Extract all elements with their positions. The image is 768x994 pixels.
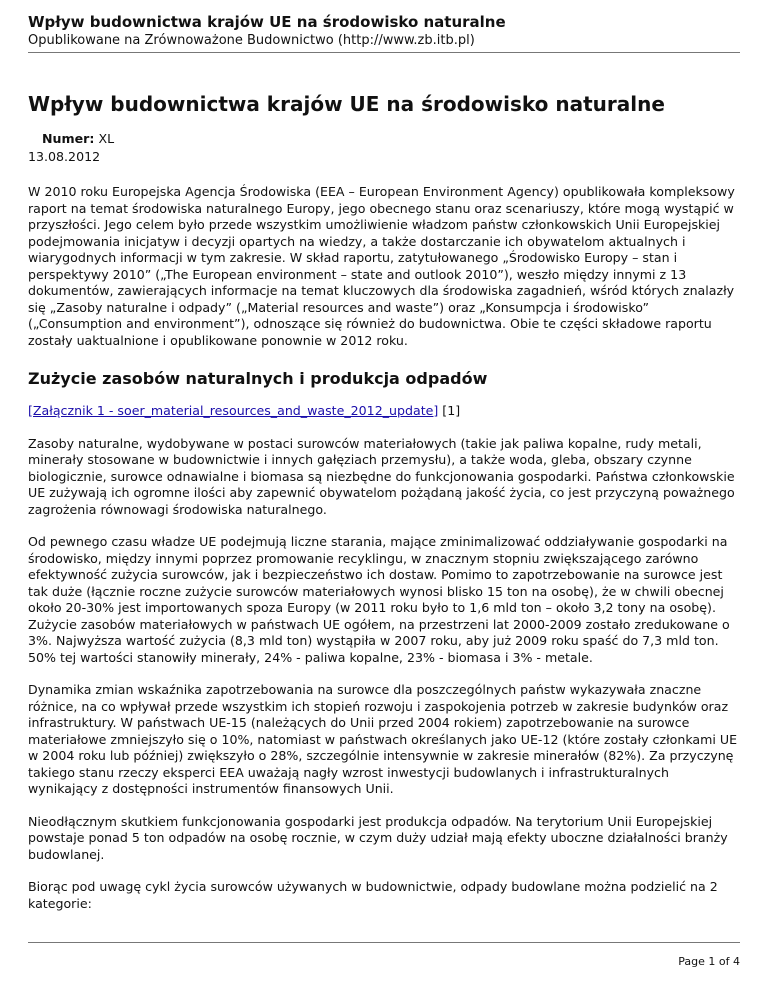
paragraph-waste: Nieodłącznym skutkiem funkcjonowania gospodarki jest produkcja odpadów. Na terytorium Unii Europejskiej powstaje ponad 5 ton odpadów na osobę rocznie, w czym duży udział mają efekty uboczne działalności branży budowlanej. bbox=[28, 813, 728, 862]
attachment-link[interactable]: [Załącznik 1 - soer_material_resources_and_waste_2012_update] bbox=[28, 403, 439, 418]
article-date: 13.08.2012 bbox=[28, 149, 101, 164]
paragraph-consumption: Zużycie zasobów materiałowych w państwach UE ogółem, na przestrzeni lat 2000-2009 zostało zredukowane o 3%. Najwyższa wartość zużycia (8,3 mld ton) wystąpiła w 2007 roku, aby już 2009 roku spaść do 7,3 mld ton. 50% tej wartości stanowiły minerały, 24% - paliwa kopalne, 23% - biomasa i 3% - metale. bbox=[28, 616, 730, 665]
attachment-reference: [1] bbox=[438, 403, 461, 418]
attachment-line bbox=[28, 403, 742, 420]
page-number: Page 1 of 4 bbox=[678, 955, 740, 968]
article-meta bbox=[28, 130, 742, 166]
paragraph-dynamics: Dynamika zmian wskaźnika zapotrzebowania na surowce dla poszczególnych państw wykazywała znaczne różnice, na co wpływał przede wszystkim ich stopień rozwoju i zaspokojenia potrzeb w zakresie budynków oraz infrastruktury. W państwach UE-15 (należących do Unii przed 2004 rokiem) zapotrzebowanie na surowce materiałowe zmniejszyło się o 10%, natomiast w państwach określanych jako UE-12 (które zostały członkami UE w 2004 roku lub później) zwiększyło o 28%, szczególnie intensywnie w zakresie minerałów (82%). Za przyczynę takiego stanu rzeczy eksperci EEA uważają nagły wzrost inwestycji budowlanych i infrastrukturalnych wynikający z dostępności instrumentów finansowych Unii. bbox=[28, 682, 738, 796]
document-header-title: Wpływ budownictwa krajów UE na środowisko naturalne bbox=[28, 13, 506, 31]
paragraph-resources: Zasoby naturalne, wydobywane w postaci surowców materiałowych (takie jak paliwa kopalne, rudy metali, minerały stosowane w budownictwie i innych gałęziach przemysłu), a także woda, gleba, obszary czynne biologicznie, surowce odnawialne i biomasa są niezbędne do funkcjonowania gospodarki. Państwa członkowskie UE zużywają ich ogromne ilości aby zapewnić obywatelom pożądaną jakość życia, co jest przyczyną poważnego zagrożenia równowagi środowiska naturalnego. bbox=[28, 435, 735, 517]
number-value: XL bbox=[98, 131, 115, 146]
section-heading: Zużycie zasobów naturalnych i produkcja odpadów bbox=[28, 369, 488, 388]
paragraph-eu-efforts: Od pewnego czasu władze UE podejmują liczne starania, mające zminimalizować oddziaływanie gospodarki na środowisko, między innymi poprzez promowanie recyklingu, w znacznym stopniu zwiększającego zarówno efektywność zużycia surowców, jak i bezpieczeństwo ich dostaw. Pomimo to zapotrzebowanie na surowce jest tak duże (łącznie roczne zużycie surowców materiałowych wynosi blisko 15 ton na osobę), że w chwili obecnej około 20-30% jest importowanych spoza Europy (w 2011 roku było to 1,6 mld ton – około 3,2 tony na osobę). bbox=[28, 534, 728, 615]
footer-divider bbox=[28, 942, 740, 943]
header-divider bbox=[28, 52, 740, 53]
publication-source: Opublikowane na Zrównoważone Budownictwo (http://www.zb.itb.pl) bbox=[28, 33, 475, 48]
intro-paragraph: W 2010 roku Europejska Agencja Środowiska (EEA – European Environment Agency) opublikowała kompleksowy raport na temat środowiska naturalnego Europy, jego obecnego stanu oraz scenariuszy, które mogą wystąpić w przyszłości. Jego celem było przede wszystkim umożliwienie władzom państw członkowskich Unii Europejskiej podejmowania inicjatyw i decyzji opartych na wiedzy, a także dostarczanie ich obywatelom aktualnych i wiarygodnych informacji w tym zakresie. W skład raportu, zatytułowanego „Środowisko Europy – stan i perspektywy 2010” („The European environment – state and outlook 2010”), weszło między innymi z 13 dokumentów, zawierających informacje na temat kluczowych dla środowiska zagadnień, wśród których znalazły się „Zasoby naturalne i odpady” („Material resources and waste”) oraz „Konsumpcja i środowisko” („Consumption and environment”), odnoszące się również do budownictwa. Obie te części składowe raportu zostały uaktualnione i opublikowane ponownie w 2012 roku. bbox=[28, 184, 735, 348]
paragraph-categories: Biorąc pod uwagę cykl życia surowców używanych w budownictwie, odpady budowlane można podzielić na 2 kategorie: bbox=[28, 879, 718, 911]
article-body bbox=[28, 91, 742, 912]
article-title: Wpływ budownictwa krajów UE na środowisko naturalne bbox=[28, 92, 665, 116]
number-label: Numer: bbox=[42, 131, 95, 146]
